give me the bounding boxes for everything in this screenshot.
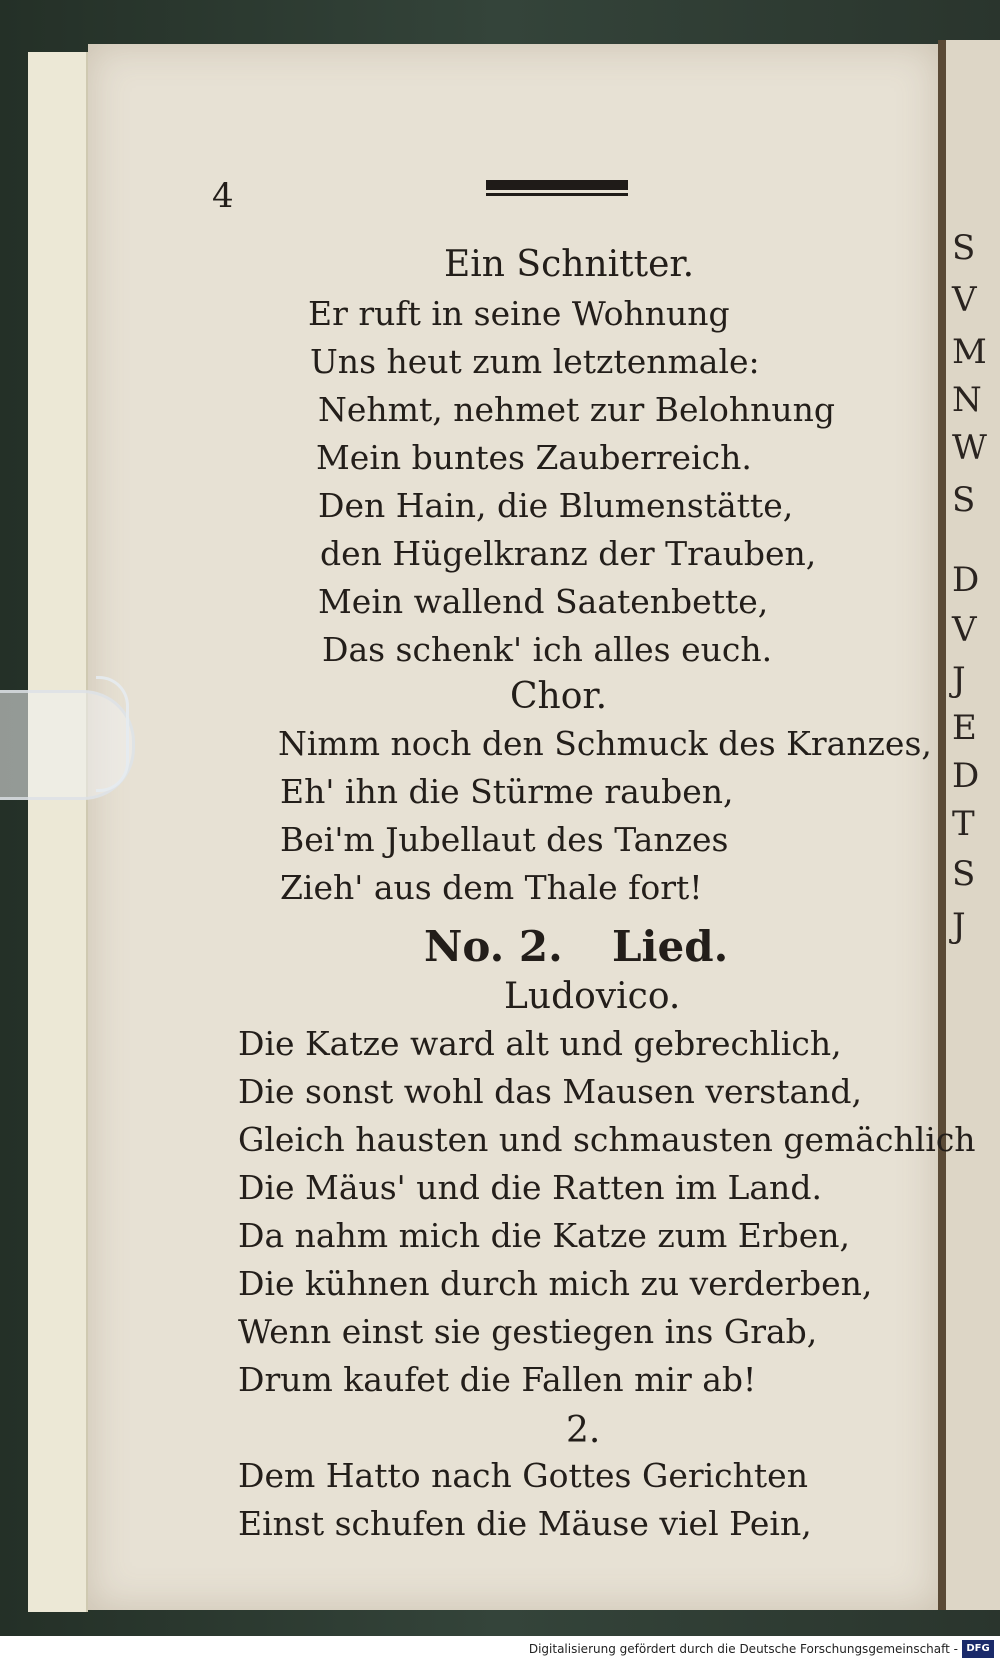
song-line: Die Mäus' und die Ratten im Land. xyxy=(238,1168,822,1207)
verse-number: 2. xyxy=(566,1410,601,1451)
poem1-line: Das schenk' ich alles euch. xyxy=(322,630,773,669)
song-number: No. 2. xyxy=(424,922,563,971)
next-page-letter: T xyxy=(952,804,975,844)
header-rule xyxy=(486,180,628,190)
next-page-letter: W xyxy=(952,428,987,468)
song-line: Da nahm mich die Katze zum Erben, xyxy=(238,1216,851,1255)
song-line: Wenn einst sie gestiegen ins Grab, xyxy=(238,1312,818,1351)
funding-credit: Digitalisierung gefördert durch die Deutsche Forschungsgemeinschaft - xyxy=(528,1642,958,1656)
page-edge xyxy=(938,40,946,1610)
poem1-line: Uns heut zum letztenmale: xyxy=(310,342,760,381)
next-page-letter: S xyxy=(952,480,976,520)
dfg-logo: DFG xyxy=(962,1640,994,1658)
next-page-letter: V xyxy=(952,280,977,320)
next-page-letter: S xyxy=(952,854,976,894)
poem1-line: Er ruft in seine Wohnung xyxy=(308,294,730,333)
next-page-letter: J xyxy=(952,906,966,946)
song-line: Drum kaufet die Fallen mir ab! xyxy=(238,1360,757,1399)
song-title: Lied. xyxy=(612,922,729,971)
page-number: 4 xyxy=(212,176,234,216)
verse-line: Einst schufen die Mäuse viel Pein, xyxy=(238,1504,812,1543)
chorus-line: Zieh' aus dem Thale fort! xyxy=(280,868,703,907)
next-page-letter: V xyxy=(952,610,977,650)
next-page-letter: N xyxy=(952,380,982,420)
song-speaker: Ludovico. xyxy=(504,976,681,1017)
poem1-line: Mein wallend Saatenbette, xyxy=(318,582,769,621)
poem1-line: den Hügelkranz der Trauben, xyxy=(320,534,817,573)
song-line: Die Katze ward alt und gebrechlich, xyxy=(238,1024,842,1063)
song-line: Gleich hausten und schmausten gemächlich xyxy=(238,1120,976,1159)
next-page-fragment xyxy=(946,40,1000,1610)
next-page-letter: S xyxy=(952,228,976,268)
next-page-letter: D xyxy=(952,560,980,600)
next-page-letter: M xyxy=(952,332,987,372)
poem1-speaker: Ein Schnitter. xyxy=(444,244,695,285)
poem1-line: Mein buntes Zauberreich. xyxy=(316,438,752,477)
song-line: Die sonst wohl das Mausen verstand, xyxy=(238,1072,863,1111)
poem1-line: Den Hain, die Blumenstätte, xyxy=(318,486,794,525)
next-page-letter: E xyxy=(952,708,977,748)
poem1-line: Nehmt, nehmet zur Belohnung xyxy=(318,390,836,429)
next-page-letter: J xyxy=(952,660,966,700)
header-rule-thin xyxy=(486,193,628,196)
next-page-letter: D xyxy=(952,756,980,796)
song-line: Die kühnen durch mich zu verderben, xyxy=(238,1264,873,1303)
verse-line: Dem Hatto nach Gottes Gerichten xyxy=(238,1456,808,1495)
chorus-label: Chor. xyxy=(510,676,608,717)
chorus-line: Bei'm Jubellaut des Tanzes xyxy=(280,820,729,859)
binding-strip xyxy=(28,52,88,1612)
chorus-line: Eh' ihn die Stürme rauben, xyxy=(280,772,734,811)
footer-bar xyxy=(0,1636,1000,1664)
page-clip-loop xyxy=(96,676,129,792)
chorus-line: Nimm noch den Schmuck des Kranzes, xyxy=(278,724,932,763)
